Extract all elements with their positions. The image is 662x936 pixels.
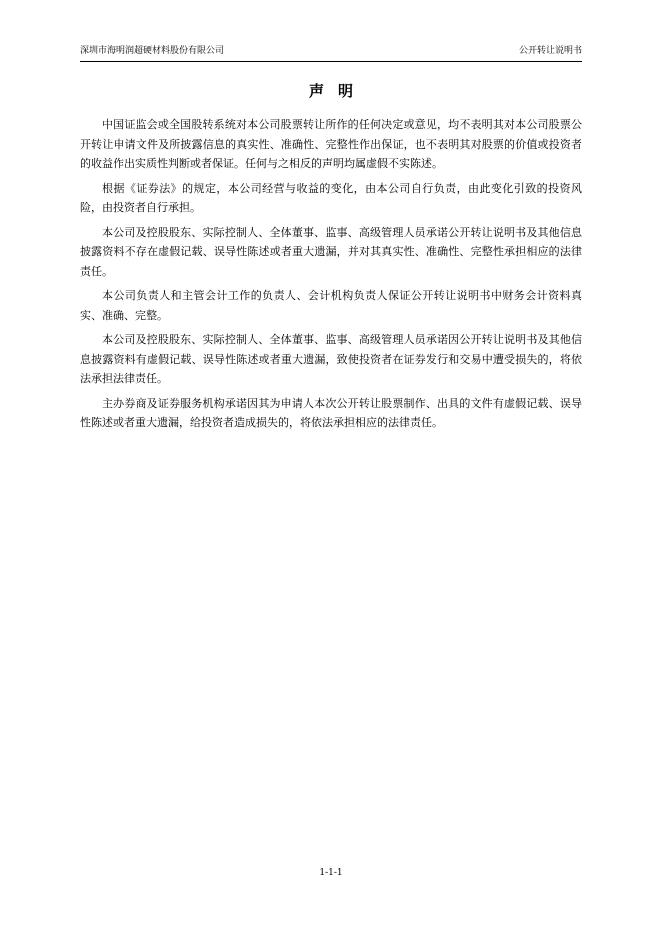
paragraph-financial-guarantee: 本公司负责人和主管会计工作的负责人、会计机构负责人保证公开转让说明书中财务会计资料真实、准确、完整。 bbox=[80, 289, 582, 322]
page-title: 声明 bbox=[308, 82, 367, 100]
header-document-title: 公开转让说明书 bbox=[518, 46, 582, 56]
paragraph-broker-commitment: 主办券商及证券服务机构承诺因其为申请人本次公开转让股票制作、出具的文件有虚假记载、误导性陈述或者重大遗漏，给投资者造成损失的，将依法承担相应的法律责任。 bbox=[80, 396, 582, 429]
paragraph-regulator-disclaimer: 中国证监会或全国股转系统对本公司股票转让所作的任何决定或意见，均不表明其对本公司股票公开转让申请文件及所披露信息的真实性、准确性、完整性作出保证，也不表明其对股票的价值或投资者的收益作出实质性判断或者保证。任何与之相反的声明均属虚假不实陈述。 bbox=[80, 118, 582, 170]
page-number: 1-1-1 bbox=[319, 868, 343, 878]
header-company-name: 深圳市海明润超硬材料股份有限公司 bbox=[80, 46, 225, 56]
paragraph-investment-risk: 根据《证券法》的规定，本公司经营与收益的变化，由本公司自行负责，由此变化引致的投资风险，由投资者自行承担。 bbox=[80, 181, 582, 214]
paragraph-management-commitment: 本公司及控股股东、实际控制人、全体董事、监事、高级管理人员承诺公开转让说明书及其他信息披露资料不存在虚假记载、误导性陈述或者重大遗漏，并对其真实性、准确性、完整性承担相应的法律责任。 bbox=[80, 225, 582, 278]
paragraph-liability-commitment: 本公司及控股股东、实际控制人、全体董事、监事、高级管理人员承诺因公开转让说明书及其他信息披露资料有虚假记载、误导性陈述或者重大遗漏，致使投资者在证券发行和交易中遭受损失的，将依法承担法律责任。 bbox=[80, 333, 582, 385]
page-header bbox=[80, 44, 582, 62]
declaration-body bbox=[80, 115, 582, 438]
